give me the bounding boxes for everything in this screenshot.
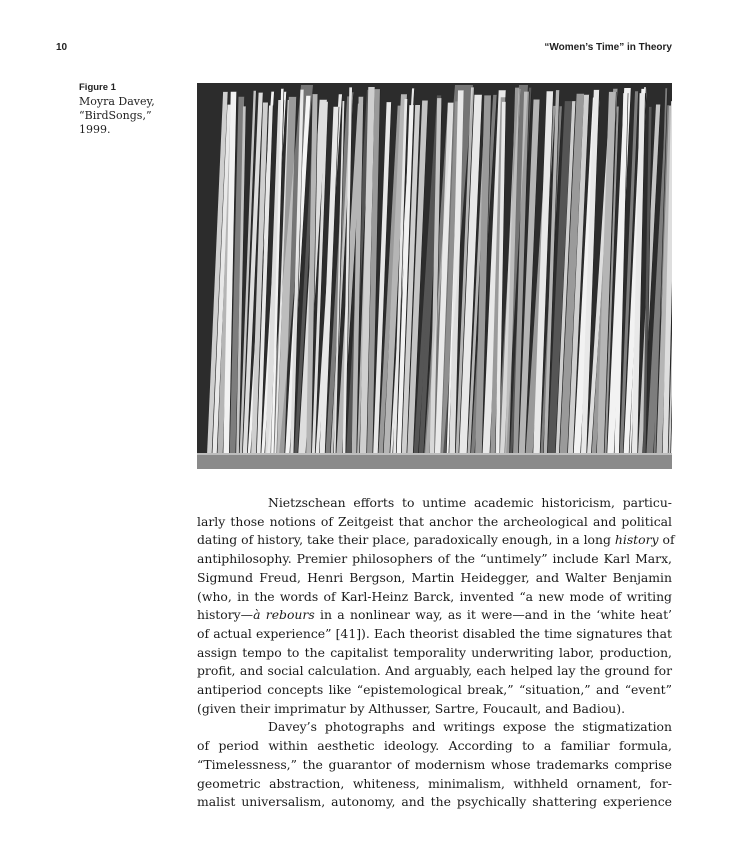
text-line <box>197 531 675 550</box>
text-segment: history— <box>197 607 254 623</box>
text-line: Sigmund Freud, Henri Bergson, Martin Heidegger, and Walter Benjamin <box>197 569 672 585</box>
text-segment: of <box>658 532 675 548</box>
bin-shelf-edge <box>197 453 672 455</box>
record-collection-photo <box>197 83 672 469</box>
text-line: assign tempo to the capitalist temporality underwriting labor, production, <box>197 644 672 660</box>
page-number: 10 <box>56 42 68 53</box>
bin-shelf <box>197 453 672 469</box>
text-line: “Timelessness,” the guarantor of modernism whose trademarks comprise <box>197 756 672 772</box>
text-line: malist universalism, autonomy, and the psychically shattering experience <box>197 794 672 810</box>
text-line: larly those notions of Zeitgeist that anchor the archeological and political <box>197 513 672 529</box>
text-line: profit, and social calculation. And arguably, each helped lay the ground for <box>197 663 672 679</box>
text-line: of actual experience” [41]). Each theorist disabled the time signatures that <box>197 625 672 641</box>
caption-line: 1999. <box>79 123 111 136</box>
figure-label: Figure 1 <box>79 82 116 93</box>
caption-line: Moyra Davey, <box>79 95 155 108</box>
text-line: antiperiod concepts like “epistemological break,” “situation,” and “event” <box>197 682 672 698</box>
text-segment: dating of history, take their place, paradoxically enough, in a long <box>197 532 615 548</box>
running-head: “Women’s Time” in Theory <box>544 42 672 53</box>
text-line: Davey’s photographs and writings expose the stigmatization <box>268 719 672 735</box>
text-line: (given their imprimatur by Althusser, Sartre, Foucault, and Badiou). <box>197 700 626 716</box>
figure-caption <box>79 81 189 137</box>
text-line: (who, in the words of Karl-Heinz Barck, invented “a new mode of writing <box>197 588 672 604</box>
records-illustration <box>197 83 672 469</box>
text-line: antiphilosophy. Premier philosophers of the “untimely” include Karl Marx, <box>197 551 672 567</box>
body-text <box>197 494 675 812</box>
text-line <box>197 606 672 625</box>
text-segment: in a nonlinear way, as it were—and in the ‘white heat’ <box>314 607 672 623</box>
caption-line: “BirdSongs,” <box>79 109 152 122</box>
text-line: of period within aesthetic ideology. According to a familiar formula, <box>197 738 672 754</box>
text-line: geometric abstraction, whiteness, minimalism, withheld ornament, for- <box>197 775 672 791</box>
italic-term: history <box>614 532 659 548</box>
text-line: Nietzschean efforts to untime academic historicism, particu- <box>268 495 672 510</box>
italic-term: à rebours <box>253 607 315 623</box>
